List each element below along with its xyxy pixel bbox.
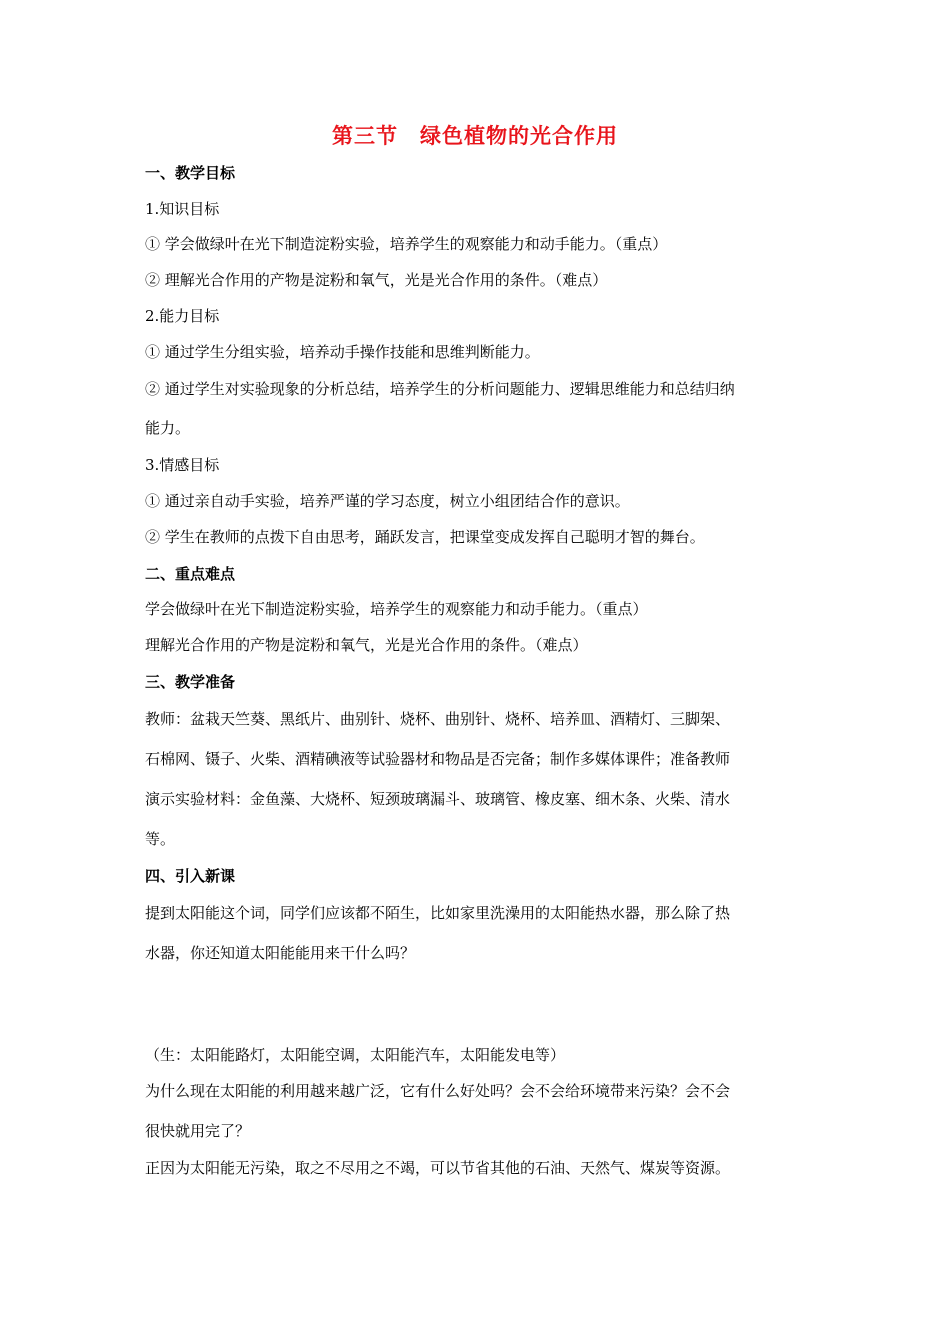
ability-goal-item: ① 通过学生分组实验，培养动手操作技能和思维判断能力。	[145, 343, 540, 361]
key-point-line: 学会做绿叶在光下制造淀粉实验，培养学生的观察能力和动手能力。（重点）	[145, 600, 648, 618]
intro-line: 为什么现在太阳能的利用越来越广泛，它有什么好处吗？会不会给环境带来污染？会不会	[145, 1082, 731, 1100]
emotion-goal-label: 3.情感目标	[145, 456, 220, 474]
ability-goal-item: ② 通过学生对实验现象的分析总结，培养学生的分析问题能力、逻辑思维能力和总结归纳	[145, 380, 735, 398]
document-title: 第三节 绿色植物的光合作用	[332, 124, 618, 148]
preparation-line: 石棉网、镊子、火柴、酒精碘液等试验器材和物品是否完备；制作多媒体课件；准备教师	[145, 750, 731, 768]
knowledge-goal-label: 1.知识目标	[145, 200, 220, 218]
section-heading-preparation: 三、教学准备	[145, 673, 236, 691]
knowledge-goal-item: ② 理解光合作用的产物是淀粉和氧气，光是光合作用的条件。（难点）	[145, 271, 608, 289]
intro-line: 提到太阳能这个词，同学们应该都不陌生，比如家里洗澡用的太阳能热水器，那么除了热	[145, 904, 731, 922]
intro-line: （生：太阳能路灯，太阳能空调，太阳能汽车，太阳能发电等）	[145, 1046, 566, 1064]
knowledge-goal-item: ① 学会做绿叶在光下制造淀粉实验，培养学生的观察能力和动手能力。（重点）	[145, 235, 668, 253]
intro-line: 水器，你还知道太阳能能用来干什么吗？	[145, 944, 416, 962]
preparation-line: 演示实验材料：金鱼藻、大烧杯、短颈玻璃漏斗、玻璃管、橡皮塞、细木条、火柴、清水	[145, 790, 731, 808]
section-heading-key-points: 二、重点难点	[145, 565, 236, 583]
emotion-goal-item: ① 通过亲自动手实验，培养严谨的学习态度，树立小组团结合作的意识。	[145, 492, 630, 510]
section-heading-goals: 一、教学目标	[145, 164, 236, 182]
intro-line: 正因为太阳能无污染，取之不尽用之不竭，可以节省其他的石油、天然气、煤炭等资源。	[145, 1159, 731, 1177]
preparation-line: 等。	[145, 830, 176, 848]
emotion-goal-item: ② 学生在教师的点拨下自由思考，踊跃发言，把课堂变成发挥自己聪明才智的舞台。	[145, 528, 705, 546]
ability-goal-label: 2.能力目标	[145, 307, 220, 325]
preparation-line: 教师：盆栽天竺葵、黑纸片、曲别针、烧杯、曲别针、烧杯、培养皿、酒精灯、三脚架、	[145, 710, 731, 728]
key-point-line: 理解光合作用的产物是淀粉和氧气，光是光合作用的条件。（难点）	[145, 636, 588, 654]
intro-line: 很快就用完了？	[145, 1122, 251, 1140]
section-heading-intro: 四、引入新课	[145, 867, 236, 885]
ability-goal-item-continued: 能力。	[145, 419, 191, 437]
